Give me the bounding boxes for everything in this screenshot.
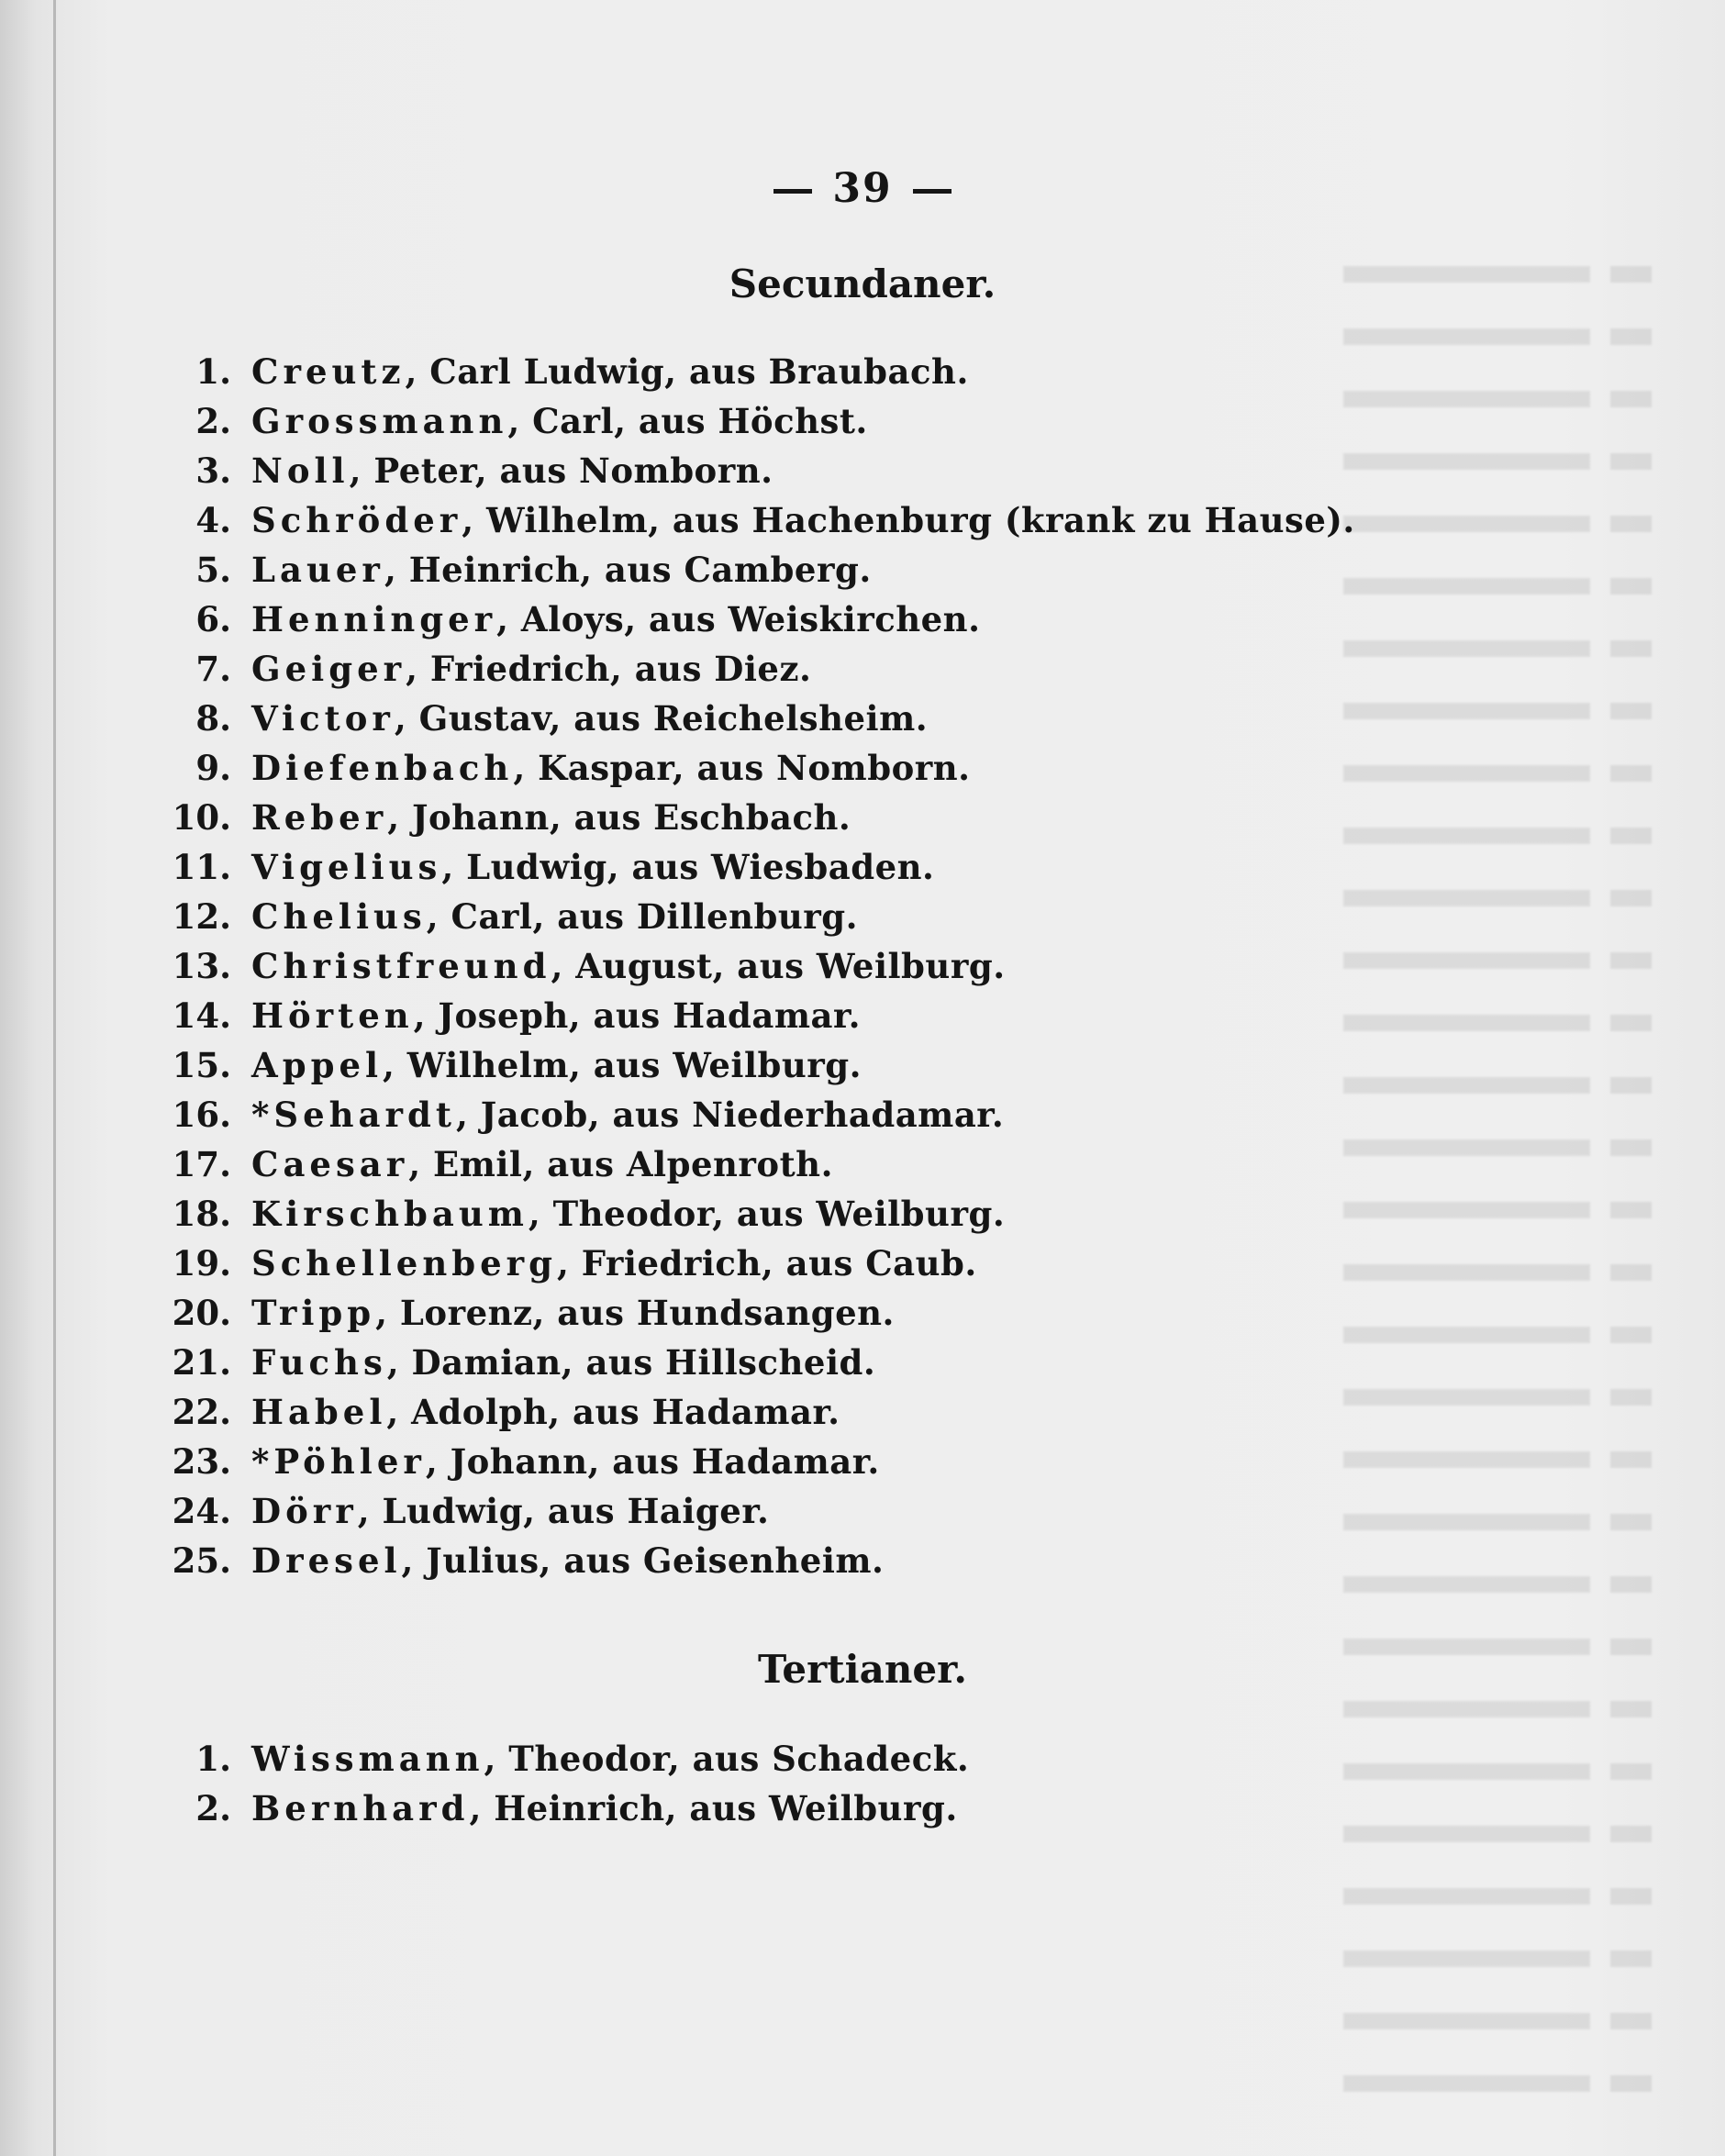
list-item: 7. Geiger, Friedrich, aus Diez. (195, 649, 812, 689)
list-item: 22. Habel, Adolph, aus Hadamar. (172, 1392, 840, 1432)
list-item: 14. Hörten, Joseph, aus Hadamar. (172, 995, 861, 1036)
page-number-dash-left (773, 189, 812, 194)
list-item: 8. Victor, Gustav, aus Reichelsheim. (195, 698, 929, 739)
list-item: 17. Caesar, Emil, aus Alpenroth. (172, 1144, 833, 1184)
list-item: 5. Lauer, Heinrich, aus Camberg. (195, 550, 872, 590)
list-item: 19. Schellenberg, Friedrich, aus Caub. (172, 1243, 977, 1284)
list-item: 23. *Pöhler, Johann, aus Hadamar. (172, 1441, 880, 1482)
list-item: 13. Christfreund, August, aus Weilburg. (172, 946, 1006, 986)
list-item: 3. Noll, Peter, aus Nomborn. (195, 450, 773, 491)
page-number-value: 39 (832, 165, 893, 212)
section-heading-tertianer: Tertianer. (757, 1647, 967, 1692)
list-item: 16. *Sehardt, Jacob, aus Niederhadamar. (172, 1095, 1005, 1135)
list-item: 15. Appel, Wilhelm, aus Weilburg. (172, 1045, 862, 1085)
list-item: 10. Reber, Johann, aus Eschbach. (172, 797, 851, 838)
list-item: 1. Creutz, Carl Ludwig, aus Braubach. (195, 351, 969, 392)
secundaner-list (165, 347, 1358, 1585)
list-item: 2. Grossmann, Carl, aus Höchst. (195, 401, 868, 441)
tertianer-list (165, 1734, 1358, 1833)
page-number (0, 165, 1725, 212)
list-item: 12. Chelius, Carl, aus Dillenburg. (172, 896, 859, 937)
list-item: 6. Henninger, Aloys, aus Weiskirchen. (195, 599, 981, 639)
list-item: 20. Tripp, Lorenz, aus Hundsangen. (172, 1293, 895, 1333)
list-item: 11. Vigelius, Ludwig, aus Wiesbaden. (172, 847, 935, 887)
page-number-dash-right (913, 189, 952, 194)
list-item: 9. Diefenbach, Kaspar, aus Nomborn. (195, 748, 971, 788)
section-heading-secundaner: Secundaner. (729, 261, 996, 306)
list-item: 18. Kirschbaum, Theodor, aus Weilburg. (172, 1194, 1006, 1234)
list-item: 4. Schröder, Wilhelm, aus Hachenburg (krank zu Hause). (195, 500, 1355, 540)
list-item: 2. Bernhard, Heinrich, aus Weilburg. (195, 1788, 958, 1828)
list-item: 1. Wissmann, Theodor, aus Schadeck. (195, 1739, 970, 1779)
list-item: 24. Dörr, Ludwig, aus Haiger. (172, 1491, 770, 1531)
binding-edge (53, 0, 56, 2156)
list-item: 25. Dresel, Julius, aus Geisenheim. (172, 1540, 885, 1581)
list-item: 21. Fuchs, Damian, aus Hillscheid. (172, 1342, 876, 1383)
